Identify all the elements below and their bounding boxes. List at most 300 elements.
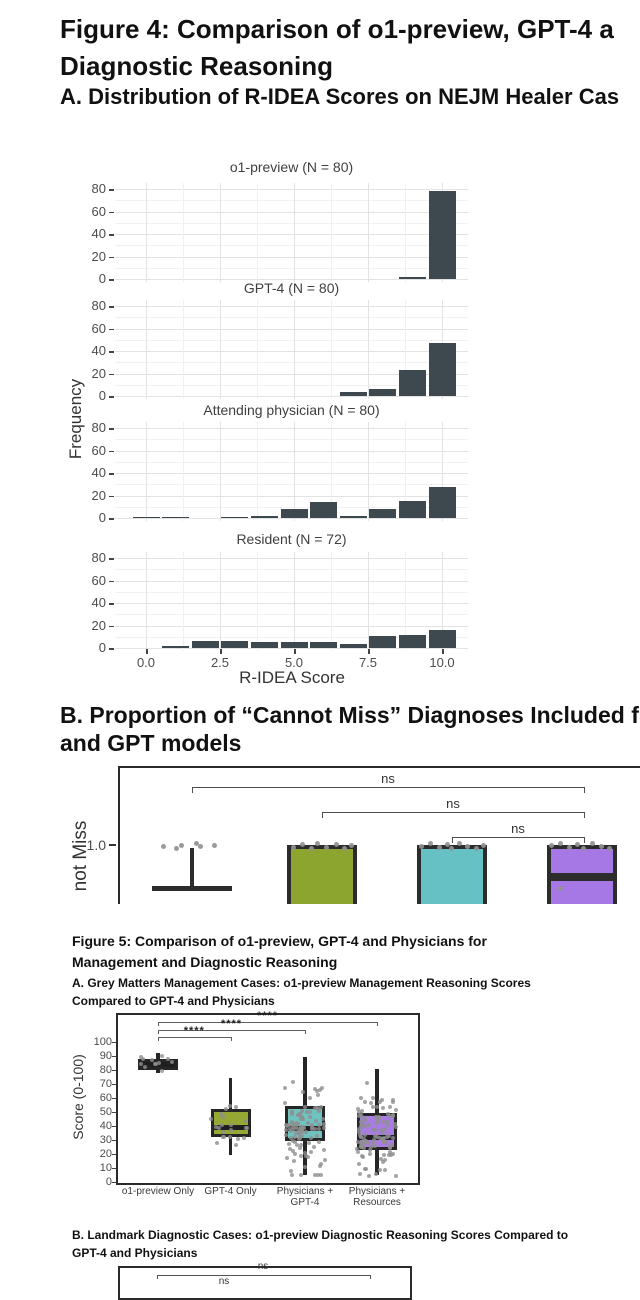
jitter-point	[322, 1122, 326, 1126]
jitter-point	[224, 1107, 228, 1111]
gridline-h-minor	[115, 317, 468, 318]
sig-bracket-tick	[584, 812, 585, 818]
x-tick-label: 7.5	[358, 655, 378, 670]
figure5b-boxplot-chart	[0, 1258, 640, 1287]
jitter-point	[308, 1115, 312, 1119]
sig-label: ns	[381, 771, 395, 786]
sig-label: ****	[220, 1017, 243, 1030]
y-tick-mark	[109, 451, 114, 453]
gridline-v-minor	[331, 300, 332, 399]
histogram-bar	[369, 389, 396, 396]
jitter-point	[322, 1148, 326, 1152]
gridline-v-major	[146, 422, 147, 521]
sig-bracket-tick	[231, 1037, 232, 1041]
y-tick-label: 80	[91, 420, 106, 435]
sig-label: ns	[511, 821, 525, 836]
x-tick-mark	[368, 649, 370, 654]
gridline-v-major	[368, 300, 369, 399]
y-tick-mark	[109, 603, 114, 605]
y-tick-mark	[109, 279, 114, 281]
jitter-point	[382, 1153, 386, 1157]
jitter-point	[362, 1146, 366, 1150]
jitter-point	[428, 841, 433, 846]
y-tick-label: 0	[98, 271, 106, 286]
sig-label: ns	[257, 1261, 269, 1272]
y-tick-mark	[109, 374, 114, 376]
y-tick-label: 60	[91, 320, 106, 336]
gridline-v-major	[146, 183, 147, 282]
y-tick-label: 40	[99, 1120, 112, 1132]
jitter-point	[141, 1057, 145, 1061]
y-tick-label: 0	[98, 388, 106, 403]
gridline-v-major	[368, 183, 369, 282]
figure4b-boxplot-chart	[0, 760, 640, 904]
histogram-bar	[221, 517, 248, 519]
x-tick-mark	[294, 649, 296, 654]
gridline-h-major	[115, 603, 468, 604]
histogram-bar	[429, 191, 456, 279]
y-tick-label: 40	[91, 595, 106, 610]
jitter-point	[299, 1143, 303, 1147]
figure4b-heading-line2: and GPT models	[60, 730, 242, 756]
y-tick-mark	[109, 473, 114, 475]
histogram-bar	[429, 630, 456, 648]
jitter-point	[380, 1098, 384, 1102]
jitter-point	[590, 841, 595, 846]
gridline-v-minor	[257, 183, 258, 282]
jitter-point	[558, 841, 563, 846]
histogram-bar	[221, 641, 248, 648]
gridline-h-major	[115, 496, 468, 497]
gridline-v-minor	[257, 300, 258, 399]
histogram-bar	[340, 516, 367, 518]
jitter-point	[363, 1133, 367, 1137]
gridline-v-minor	[183, 300, 184, 399]
y-tick-mark	[112, 1154, 116, 1155]
whisker-cap	[152, 886, 232, 891]
gridline-h-minor	[115, 462, 468, 463]
figure5-title-line1: Figure 5: Comparison of o1-preview, GPT-4 and Physicians for	[72, 933, 487, 949]
y-tick-mark	[112, 1168, 116, 1169]
jitter-point	[212, 843, 217, 848]
figure4a-histogram-chart	[0, 120, 640, 700]
jitter-point	[166, 1057, 170, 1061]
y-tick-label: 50	[99, 1106, 112, 1118]
jitter-point	[291, 1080, 295, 1084]
jitter-point	[474, 846, 479, 851]
y-tick-mark	[109, 496, 114, 498]
figure4-title-line1: Figure 4: Comparison of o1-preview, GPT-4 a	[60, 14, 614, 44]
jitter-point	[234, 1105, 238, 1109]
y-tick-label: 10	[99, 1162, 112, 1174]
histogram-bar	[251, 642, 278, 648]
y-tick-mark	[109, 626, 114, 628]
gridline-v-major	[220, 300, 221, 399]
histogram-bar	[310, 502, 337, 518]
jitter-point	[342, 846, 347, 851]
jitter-point	[284, 1133, 288, 1137]
facet-title: GPT-4 (N = 80)	[243, 280, 340, 296]
gridline-v-major	[294, 183, 295, 282]
y-tick-mark	[109, 257, 114, 259]
box	[417, 845, 487, 904]
gridline-v-major	[294, 422, 295, 521]
y-tick-mark	[109, 396, 114, 398]
jitter-point	[387, 1153, 391, 1157]
gridline-v-minor	[331, 183, 332, 282]
histogram-bar	[399, 501, 426, 518]
gridline-h-major	[115, 306, 468, 307]
y-tick-mark	[109, 212, 114, 214]
gridline-v-major	[294, 300, 295, 399]
sig-bracket-tick	[192, 787, 193, 793]
y-tick-label: 90	[99, 1050, 112, 1062]
facet-title: o1-preview (N = 80)	[229, 159, 354, 175]
sig-bracket-tick	[158, 1030, 159, 1034]
gridline-h-major	[115, 451, 468, 452]
histogram-bar	[369, 509, 396, 518]
sig-label: ****	[256, 1010, 279, 1022]
gridline-h-minor	[115, 569, 468, 570]
jitter-point	[358, 1172, 362, 1176]
sig-bracket-tick	[158, 1037, 159, 1041]
gridline-h-minor	[115, 200, 468, 201]
y-tick-label: 40	[91, 343, 106, 358]
jitter-point	[242, 1136, 246, 1140]
y-tick-label: 40	[91, 226, 106, 241]
jitter-point	[558, 886, 563, 891]
jitter-point	[359, 1096, 363, 1100]
y-tick-mark	[112, 1126, 116, 1127]
jitter-point	[228, 1135, 232, 1139]
sig-bracket-tick	[305, 1030, 306, 1034]
sig-bracket-tick	[158, 1022, 159, 1026]
figure4-title-line2: Diagnostic Reasoning	[60, 51, 334, 81]
gridline-v-minor	[257, 552, 258, 651]
gridline-h-major	[115, 581, 468, 582]
jitter-point	[313, 1087, 317, 1091]
fig4a-y-axis-title: Frequency	[66, 378, 85, 460]
y-tick-mark	[112, 1070, 116, 1071]
jitter-point	[285, 1124, 289, 1128]
jitter-point	[161, 844, 166, 849]
gridline-h-major	[115, 396, 468, 397]
y-tick-label: 80	[91, 550, 106, 565]
y-tick-label: 70	[99, 1078, 112, 1090]
sig-bracket-line	[157, 1275, 370, 1276]
jitter-point	[575, 842, 580, 847]
jitter-point	[306, 1121, 310, 1125]
jitter-point	[385, 1120, 389, 1124]
sig-bracket-line	[158, 1037, 231, 1038]
x-tick-mark	[146, 649, 148, 654]
fig4a-x-axis-title: R-IDEA Score	[239, 668, 345, 687]
gridline-h-minor	[115, 223, 468, 224]
jitter-point	[154, 1062, 158, 1066]
y-tick-label: 60	[91, 203, 106, 219]
x-tick-label: 5.0	[284, 655, 304, 670]
gridline-h-major	[115, 234, 468, 235]
y-tick-mark	[112, 1182, 116, 1183]
gridline-v-minor	[183, 422, 184, 521]
x-category-label: o1-preview Only	[121, 1186, 195, 1197]
y-tick-label: 0	[105, 1176, 112, 1188]
figure5-panelA-line1: A. Grey Matters Management Cases: o1-preview Management Reasoning Scores	[72, 976, 531, 990]
gridline-v-minor	[405, 183, 406, 282]
sig-bracket-tick	[452, 837, 453, 843]
x-category-label: GPT-4	[290, 1197, 320, 1208]
y-tick-mark	[112, 1056, 116, 1057]
sig-bracket-line	[192, 787, 584, 788]
gridline-v-major	[220, 422, 221, 521]
histogram-bar	[399, 370, 426, 396]
histogram-bar	[399, 635, 426, 649]
y-tick-mark	[109, 558, 114, 560]
jitter-point	[293, 1152, 297, 1156]
y-tick-label: 20	[91, 365, 106, 381]
y-tick-mark	[109, 518, 114, 520]
jitter-point	[457, 841, 462, 846]
y-tick-label: 80	[91, 181, 106, 196]
gridline-h-minor	[115, 484, 468, 485]
jitter-point	[229, 1123, 233, 1127]
jitter-point	[221, 1130, 225, 1134]
gridline-v-minor	[183, 552, 184, 651]
histogram-bar	[162, 646, 189, 648]
histogram-bar	[281, 509, 308, 518]
jitter-point	[367, 1123, 371, 1127]
histogram-bar	[429, 343, 456, 396]
gridline-h-minor	[115, 362, 468, 363]
figure5-panelB-line1: B. Landmark Diagnostic Cases: o1-preview Diagnostic Reasoning Scores Compared to	[72, 1228, 569, 1242]
y-tick-mark	[112, 1140, 116, 1141]
sig-label: ****	[183, 1025, 205, 1037]
y-tick-label: 60	[91, 442, 106, 458]
sig-label: ns	[218, 1276, 230, 1287]
x-tick-mark	[220, 649, 222, 654]
y-tick-label: 60	[91, 572, 106, 588]
sig-bracket-line	[158, 1022, 377, 1023]
sig-bracket-tick	[584, 787, 585, 793]
gridline-v-major	[220, 552, 221, 651]
figure5-panelA-line2: Compared to GPT-4 and Physicians	[72, 994, 275, 1008]
gridline-v-minor	[257, 422, 258, 521]
box-median-line	[551, 873, 613, 881]
gridline-h-major	[115, 189, 468, 190]
fig4b-y-axis-title: not Miss	[70, 820, 91, 892]
gridline-h-major	[115, 626, 468, 627]
figure5-panelB-line2: GPT-4 and Physicians	[72, 1246, 198, 1260]
gridline-h-major	[115, 473, 468, 474]
whisker-line	[190, 848, 194, 888]
plot-border-top	[118, 766, 640, 768]
histogram-bar	[429, 487, 456, 519]
jitter-point	[549, 843, 554, 848]
jitter-point	[315, 841, 320, 846]
gridline-h-minor	[115, 592, 468, 593]
jitter-point	[299, 1154, 303, 1158]
sig-bracket-tick	[584, 837, 585, 843]
jitter-point	[368, 1152, 372, 1156]
gridline-h-major	[115, 329, 468, 330]
jitter-point	[567, 845, 572, 850]
gridline-v-major	[368, 422, 369, 521]
histogram-bar	[340, 392, 367, 397]
jitter-point	[334, 842, 339, 847]
jitter-point	[308, 1110, 312, 1114]
y-tick-label: 20	[91, 248, 106, 264]
facet-title: Attending physician (N = 80)	[203, 402, 380, 418]
jitter-point	[228, 1104, 232, 1108]
jitter-point	[391, 1113, 395, 1117]
figure4b-heading-line1: B. Proportion of “Cannot Miss” Diagnoses Included f	[60, 702, 639, 728]
jitter-point	[288, 1147, 292, 1151]
jitter-point	[297, 1132, 301, 1136]
gridline-h-minor	[115, 245, 468, 246]
jitter-point	[465, 844, 470, 849]
gridline-v-major	[220, 183, 221, 282]
y-tick-mark	[109, 648, 114, 650]
y-tick-mark	[112, 1098, 116, 1099]
histogram-bar	[281, 642, 308, 648]
jitter-point	[143, 1065, 147, 1069]
y-tick-mark	[109, 428, 114, 430]
x-tick-label: 0.0	[136, 655, 156, 670]
jitter-point	[361, 1155, 365, 1159]
jitter-point	[362, 1137, 366, 1141]
figure4-panelA-heading: A. Distribution of R-IDEA Scores on NEJM Healer Cas	[60, 84, 620, 109]
y-tick-label: 0	[98, 510, 106, 525]
jitter-point	[349, 843, 354, 848]
y-tick-label: 60	[99, 1092, 112, 1104]
histogram-bar	[399, 277, 426, 279]
jitter-point	[387, 1134, 391, 1138]
y-tick-label: 20	[99, 1148, 112, 1160]
histogram-bar	[162, 517, 189, 519]
y-tick-mark	[109, 844, 116, 846]
y-tick-mark	[112, 1042, 116, 1043]
jitter-point	[318, 1088, 322, 1092]
y-tick-mark	[112, 1084, 116, 1085]
jitter-point	[174, 846, 179, 851]
gridline-h-major	[115, 351, 468, 352]
gridline-h-minor	[115, 439, 468, 440]
gridline-h-major	[115, 212, 468, 213]
figure5-title-line2: Management and Diagnostic Reasoning	[72, 954, 338, 970]
jitter-point	[291, 845, 296, 850]
gridline-h-minor	[115, 268, 468, 269]
box	[287, 845, 357, 904]
sig-bracket-tick	[377, 1022, 378, 1026]
jitter-point	[309, 846, 314, 851]
gridline-v-major	[146, 300, 147, 399]
jitter-point	[292, 1127, 296, 1131]
sig-bracket-tick	[370, 1275, 371, 1279]
jitter-point	[607, 846, 612, 851]
y-tick-mark	[109, 189, 114, 191]
histogram-bar	[340, 644, 367, 649]
jitter-point	[324, 845, 329, 850]
sig-bracket-line	[322, 812, 584, 813]
plot-border-left	[118, 766, 120, 904]
y-tick-label: 20	[91, 617, 106, 633]
gridline-h-major	[115, 648, 468, 649]
histogram-bar	[310, 642, 337, 648]
gridline-v-minor	[331, 552, 332, 651]
y-tick-label: 80	[99, 1064, 112, 1076]
jitter-point	[308, 1096, 312, 1100]
jitter-point	[298, 1146, 302, 1150]
sig-bracket-tick	[157, 1275, 158, 1279]
x-category-label: GPT-4 Only	[204, 1186, 257, 1197]
jitter-point	[373, 1144, 377, 1148]
jitter-point	[300, 842, 305, 847]
x-category-label: Physicians +	[276, 1186, 334, 1197]
jitter-point	[419, 844, 424, 849]
gridline-h-major	[115, 518, 468, 519]
y-tick-label: 0	[98, 640, 106, 655]
y-tick-mark	[109, 329, 114, 331]
x-category-label: Resources	[353, 1197, 401, 1208]
y-tick-label: 100	[93, 1036, 112, 1048]
jitter-point	[449, 846, 454, 851]
x-tick-mark	[442, 649, 444, 654]
jitter-point	[375, 1105, 379, 1109]
sig-bracket-line	[452, 837, 584, 838]
jitter-point	[357, 1127, 361, 1131]
jitter-point	[581, 846, 586, 851]
y-tick-label: 80	[91, 298, 106, 313]
jitter-point	[309, 1136, 313, 1140]
x-tick-label: 2.5	[210, 655, 230, 670]
gridline-h-minor	[115, 340, 468, 341]
jitter-point	[304, 1130, 308, 1134]
jitter-point	[317, 1140, 321, 1144]
gridline-h-major	[115, 428, 468, 429]
y-tick-mark	[109, 306, 114, 308]
x-tick-label: 10.0	[429, 655, 455, 670]
histogram-bar	[251, 516, 278, 518]
jitter-point	[481, 843, 486, 848]
y-tick-label: 40	[91, 465, 106, 480]
gridline-v-minor	[183, 183, 184, 282]
histogram-bar	[133, 517, 160, 519]
y-tick-mark	[109, 581, 114, 583]
gridline-h-major	[115, 257, 468, 258]
y-tick-label: 20	[91, 487, 106, 503]
x-category-label: Physicians +	[348, 1186, 406, 1197]
sig-label: ns	[446, 796, 460, 811]
y-tick-label: 30	[99, 1134, 112, 1146]
fig5a-y-axis-title: Score (0-100)	[70, 1054, 86, 1140]
jitter-point	[437, 845, 442, 850]
y-tick-mark	[109, 351, 114, 353]
jitter-point	[301, 1117, 305, 1121]
histogram-bar	[192, 641, 219, 648]
jitter-point	[356, 1107, 360, 1111]
gridline-v-major	[146, 552, 147, 651]
jitter-point	[383, 1158, 387, 1162]
gridline-h-major	[115, 558, 468, 559]
jitter-point	[599, 844, 604, 849]
sig-bracket-tick	[322, 812, 323, 818]
figure5a-boxplot-chart	[0, 1008, 640, 1218]
jitter-point	[365, 1081, 369, 1085]
histogram-bar	[369, 636, 396, 648]
jitter-point	[386, 1112, 390, 1116]
jitter-point	[306, 1155, 310, 1159]
jitter-point	[209, 1117, 213, 1121]
